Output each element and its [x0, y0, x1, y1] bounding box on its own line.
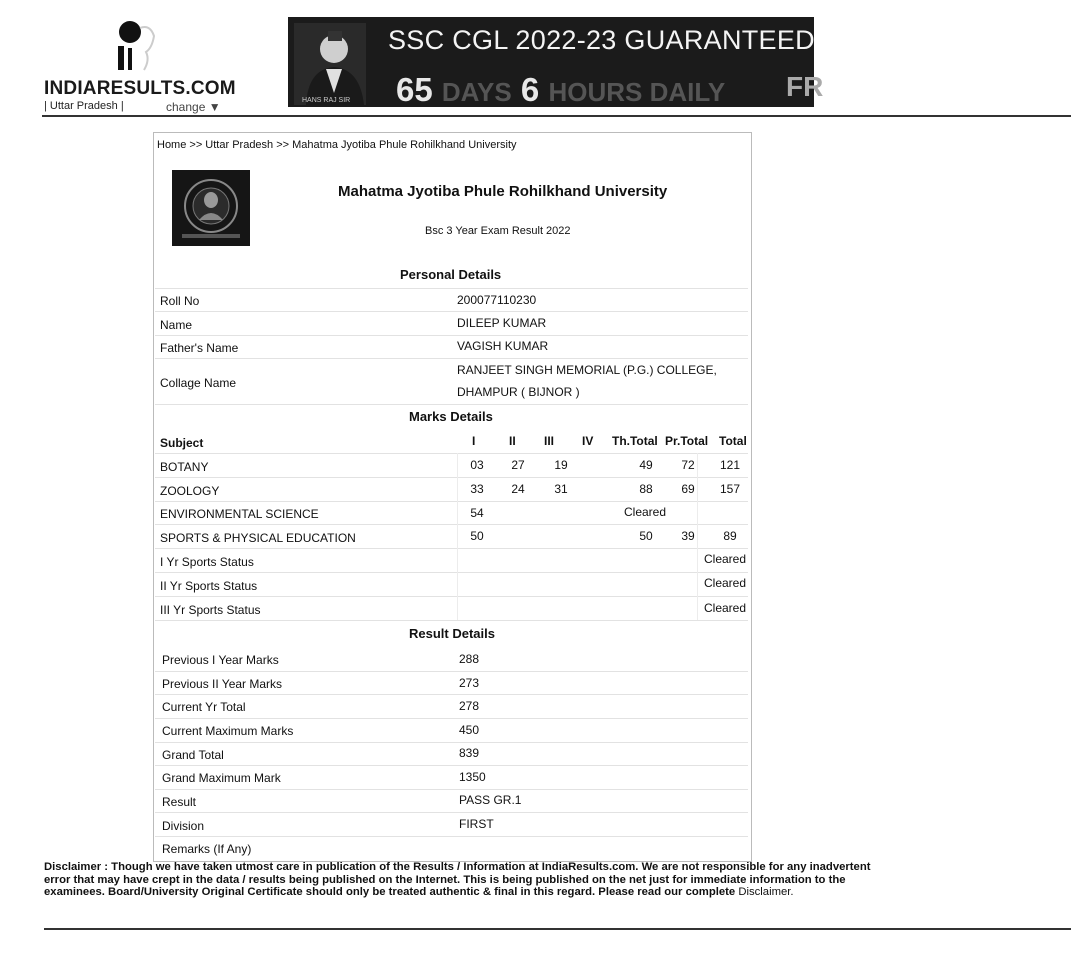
father-name-value: VAGISH KUMAR: [457, 339, 549, 353]
mark-iii: 19: [554, 458, 568, 472]
mark-total: 121: [719, 458, 741, 472]
result-label: Previous I Year Marks: [162, 653, 279, 667]
sports-status-label: I Yr Sports Status: [160, 555, 254, 569]
college-name-value-line2: DHAMPUR ( BIJNOR ): [457, 385, 580, 399]
banner-title: SSC CGL 2022-23 GUARANTEED: [388, 25, 815, 55]
instructor-photo-icon: [294, 23, 366, 105]
mark-total: 89: [723, 529, 737, 543]
subject-name: ZOOLOGY: [160, 484, 220, 498]
col-header-pr-total: Pr.Total: [665, 434, 709, 448]
name-label: Name: [160, 318, 193, 332]
row-divider: [155, 335, 748, 336]
row-divider: [155, 311, 748, 312]
column-divider: [457, 453, 458, 620]
mark-status-cleared: Cleared: [623, 505, 667, 519]
result-label: Previous II Year Marks: [162, 677, 283, 691]
header-divider: [42, 115, 1071, 117]
banner-instructor-name: HANS RAJ SIR: [302, 97, 351, 104]
banner-hours-number: 6: [520, 71, 540, 108]
mark-total: 157: [719, 482, 741, 496]
row-divider: [155, 789, 748, 790]
sports-status-label: III Yr Sports Status: [160, 603, 261, 617]
disclaimer-link[interactable]: Disclaimer.: [738, 886, 794, 898]
result-value: 1350: [459, 770, 486, 784]
result-value: 450: [459, 723, 480, 737]
row-divider: [155, 671, 748, 672]
mark-th-total: 49: [639, 458, 653, 472]
roll-no-label: Roll No: [160, 294, 200, 308]
indiaresults-logo-icon[interactable]: [116, 18, 156, 74]
mark-th-total: 88: [639, 482, 653, 496]
result-label: Grand Total: [162, 748, 224, 762]
result-value: 839: [459, 746, 480, 760]
row-divider: [155, 358, 748, 359]
university-seal-icon: [172, 170, 250, 246]
col-header-subject: Subject: [160, 436, 204, 450]
mark-i: 03: [470, 458, 484, 472]
row-divider: [155, 288, 748, 289]
sports-status-label: II Yr Sports Status: [160, 579, 258, 593]
row-divider: [155, 718, 748, 719]
col-header-i: I: [472, 434, 476, 448]
footer-divider: [44, 928, 1071, 930]
row-divider: [155, 836, 748, 837]
banner-schedule: [396, 71, 725, 109]
ad-banner[interactable]: [288, 17, 824, 108]
sports-status-value: Cleared: [703, 601, 747, 615]
subject-name: SPORTS & PHYSICAL EDUCATION: [160, 531, 356, 545]
mark-i: 33: [470, 482, 484, 496]
col-header-ii: II: [509, 434, 516, 448]
result-value: PASS GR.1: [459, 793, 522, 807]
row-divider: [155, 596, 748, 597]
result-value: FIRST: [459, 817, 494, 831]
result-label: Remarks (If Any): [162, 842, 252, 856]
change-state-link[interactable]: change ▼: [166, 100, 221, 114]
roll-no-value: 200077110230: [457, 293, 537, 307]
mark-pr-total: 69: [681, 482, 695, 496]
col-header-total: Total: [719, 434, 747, 448]
exam-title: Bsc 3 Year Exam Result 2022: [425, 225, 571, 237]
result-details-heading: Result Details: [409, 626, 495, 641]
column-divider: [697, 453, 698, 620]
college-name-label: Collage Name: [160, 376, 237, 390]
father-name-label: Father's Name: [160, 341, 239, 355]
banner-hours-label: HOURS DAILY: [548, 77, 726, 107]
result-label: Division: [162, 819, 205, 833]
site-logo-text[interactable]: INDIARESULTS.COM: [44, 78, 236, 99]
mark-i: 54: [470, 506, 484, 520]
banner-days-number: 65: [396, 71, 433, 108]
disclaimer-body: Disclaimer : Though we have taken utmost care in publication of the Results / Information at IndiaResults.com. We are not responsible for any inadvertent error that may have crept in the data / results being published on the Internet. This is being published on the net just for immediate information to the examinees. Board/University Original Certificate should only be treated authentic & final in this regard. Please read our complete: [44, 861, 871, 898]
row-divider: [155, 477, 748, 478]
col-header-iv: IV: [582, 434, 594, 448]
sports-status-value: Cleared: [703, 552, 747, 566]
row-divider: [155, 694, 748, 695]
result-value: 273: [459, 676, 480, 690]
mark-pr-total: 72: [681, 458, 695, 472]
result-label: Result: [162, 795, 197, 809]
row-divider: [155, 572, 748, 573]
row-divider: [155, 620, 748, 621]
col-header-th-total: Th.Total: [612, 434, 658, 448]
subject-name: ENVIRONMENTAL SCIENCE: [160, 507, 319, 521]
row-divider: [155, 501, 748, 502]
result-label: Current Yr Total: [162, 700, 246, 714]
banner-days-label: DAYS: [441, 77, 512, 107]
mark-i: 50: [470, 529, 484, 543]
row-divider: [155, 812, 748, 813]
row-divider: [155, 524, 748, 525]
mark-th-total: 50: [639, 529, 653, 543]
row-divider: [155, 765, 748, 766]
result-label: Grand Maximum Mark: [162, 771, 281, 785]
row-divider: [155, 453, 748, 454]
row-divider: [155, 742, 748, 743]
university-name: Mahatma Jyotiba Phule Rohilkhand University: [338, 183, 668, 200]
mark-pr-total: 39: [681, 529, 695, 543]
subject-name: BOTANY: [160, 460, 209, 474]
mark-ii: 27: [511, 458, 525, 472]
name-value: DILEEP KUMAR: [457, 316, 547, 330]
marks-details-heading: Marks Details: [409, 409, 493, 424]
college-name-value: RANJEET SINGH MEMORIAL (P.G.) COLLEGE,: [457, 363, 717, 377]
result-label: Current Maximum Marks: [162, 724, 294, 738]
col-header-iii: III: [544, 434, 555, 448]
row-divider: [155, 404, 748, 405]
result-value: 288: [459, 652, 480, 666]
mark-iii: 31: [554, 482, 568, 496]
breadcrumb[interactable]: Home >> Uttar Pradesh >> Mahatma Jyotiba Phule Rohilkhand University: [157, 139, 517, 151]
personal-details-heading: Personal Details: [400, 267, 502, 282]
state-label: | Uttar Pradesh |: [44, 100, 124, 112]
disclaimer-text: [44, 861, 874, 899]
mark-ii: 24: [511, 482, 525, 496]
row-divider: [155, 548, 748, 549]
sports-status-value: Cleared: [703, 576, 747, 590]
banner-trailing-text: FR: [786, 71, 824, 102]
result-value: 278: [459, 699, 480, 713]
